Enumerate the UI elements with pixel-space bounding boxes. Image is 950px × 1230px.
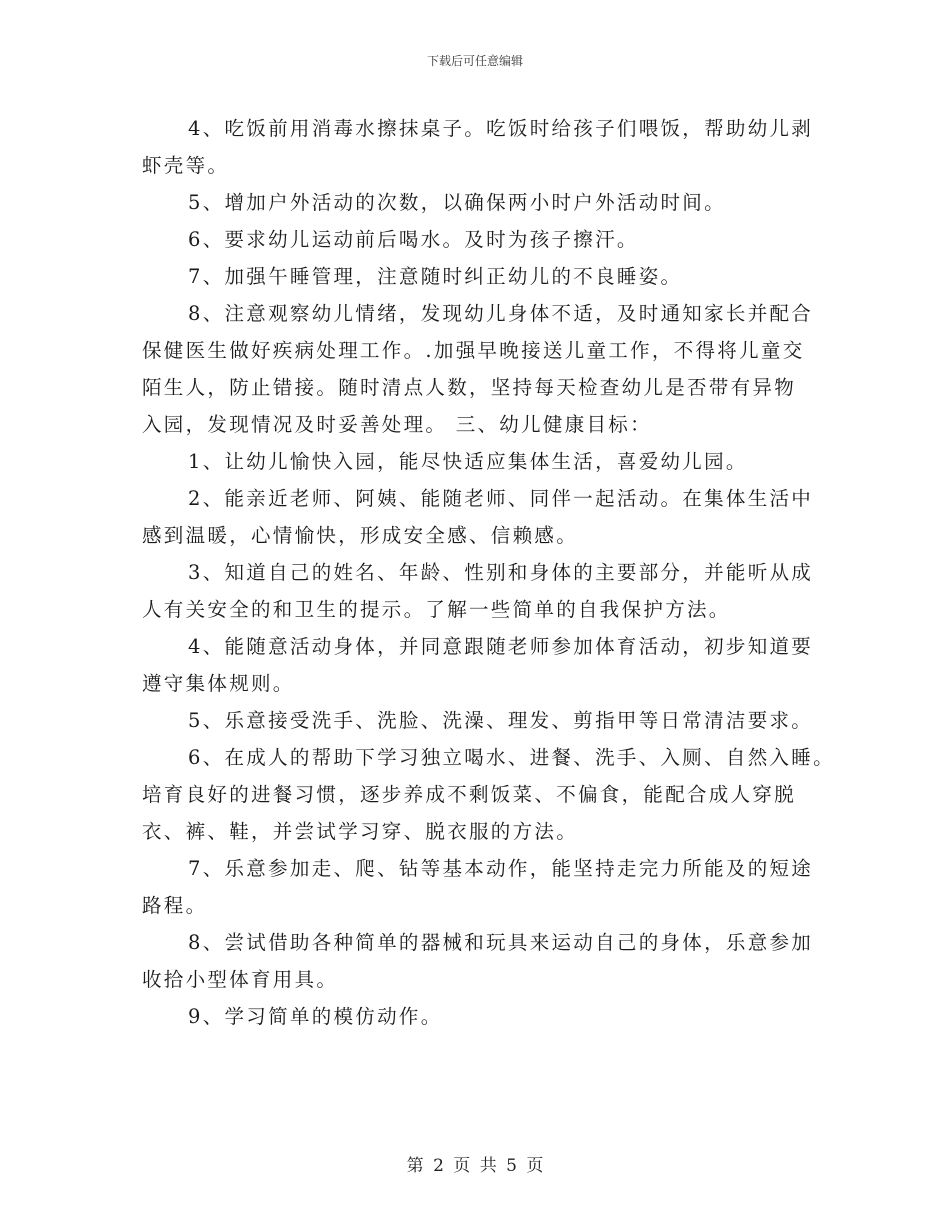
- paragraph: [142, 739, 835, 850]
- paragraph: [142, 221, 822, 258]
- text-line: 培育良好的进餐习惯，逐步养成不剩饭菜、不偏食，能配合成人穿脱: [142, 783, 797, 806]
- paragraph: [142, 295, 822, 443]
- text-line: 衣、裤、鞋，并尝试学习穿、脱衣服的方法。: [142, 820, 579, 843]
- text-line: 5、乐意接受洗手、洗脸、洗澡、理发、剪指甲等日常清洁要求。: [188, 709, 814, 732]
- paragraph: [142, 110, 822, 184]
- text-line: 9、学习简单的模仿动作。: [188, 1005, 443, 1028]
- text-line: 7、加强午睡管理，注意随时纠正幼儿的不良睡姿。: [188, 265, 683, 288]
- text-line: 4、吃饭前用消毒水擦抹桌子。吃饭时给孩子们喂饭，帮助幼儿剥: [188, 117, 814, 140]
- text-line: 保健医生做好疾病处理工作。.加强早晚接送儿童工作，不得将儿童交: [142, 339, 805, 362]
- text-line: 8、注意观察幼儿情绪，发现幼儿身体不适，及时通知家长并配合: [188, 302, 814, 325]
- text-line: 3、知道自己的姓名、年龄、性别和身体的主要部分，并能听从成: [188, 561, 814, 584]
- text-line: 4、能随意活动身体，并同意跟随老师参加体育活动，初步知道要: [188, 635, 814, 658]
- text-line: 6、要求幼儿运动前后喝水。及时为孩子擦汗。: [188, 228, 639, 251]
- paragraph: [142, 480, 822, 554]
- text-line: 8、尝试借助各种简单的器械和玩具来运动自己的身体，乐意参加: [188, 931, 814, 954]
- text-line: 1、让幼儿愉快入园，能尽快适应集体生活，喜爱幼儿园。: [188, 450, 748, 473]
- text-line: 路程。: [142, 894, 208, 917]
- text-line: 陌生人，防止错接。随时清点人数，坚持每天检查幼儿是否带有异物: [142, 376, 797, 399]
- header-note: 下载后可任意编辑: [426, 54, 523, 68]
- paragraph: [142, 258, 822, 295]
- paragraph: [142, 628, 822, 702]
- text-line: 虾壳等。: [142, 154, 230, 177]
- paragraph: [142, 554, 822, 628]
- paragraph: [142, 443, 822, 480]
- paragraph: [142, 702, 822, 739]
- text-line: 2、能亲近老师、阿姨、能随老师、同伴一起活动。在集体生活中: [188, 487, 814, 510]
- text-line: 6、在成人的帮助下学习独立喝水、进餐、洗手、入厕、自然入睡。: [188, 746, 835, 769]
- paragraph: [142, 924, 822, 998]
- text-line: 感到温暖，心情愉快，形成安全感、信赖感。: [142, 524, 579, 547]
- document-body: [142, 110, 835, 1035]
- text-line: 5、增加户外活动的次数，以确保两小时户外活动时间。: [188, 191, 726, 214]
- text-line: 人有关安全的和卫生的提示。了解一些简单的自我保护方法。: [142, 598, 731, 621]
- text-line: 7、乐意参加走、爬、钻等基本动作，能坚持走完力所能及的短途: [188, 857, 814, 880]
- text-line: 遵守集体规则。: [142, 672, 295, 695]
- page-number: 第 2 页 共 5 页: [406, 1156, 544, 1176]
- text-line: 收拾小型体育用具。: [142, 968, 339, 991]
- paragraph: [142, 998, 822, 1035]
- text-line: 入园，发现情况及时妥善处理。 三、幼儿健康目标：: [142, 413, 652, 436]
- paragraph: [142, 184, 822, 221]
- paragraph: [142, 850, 822, 924]
